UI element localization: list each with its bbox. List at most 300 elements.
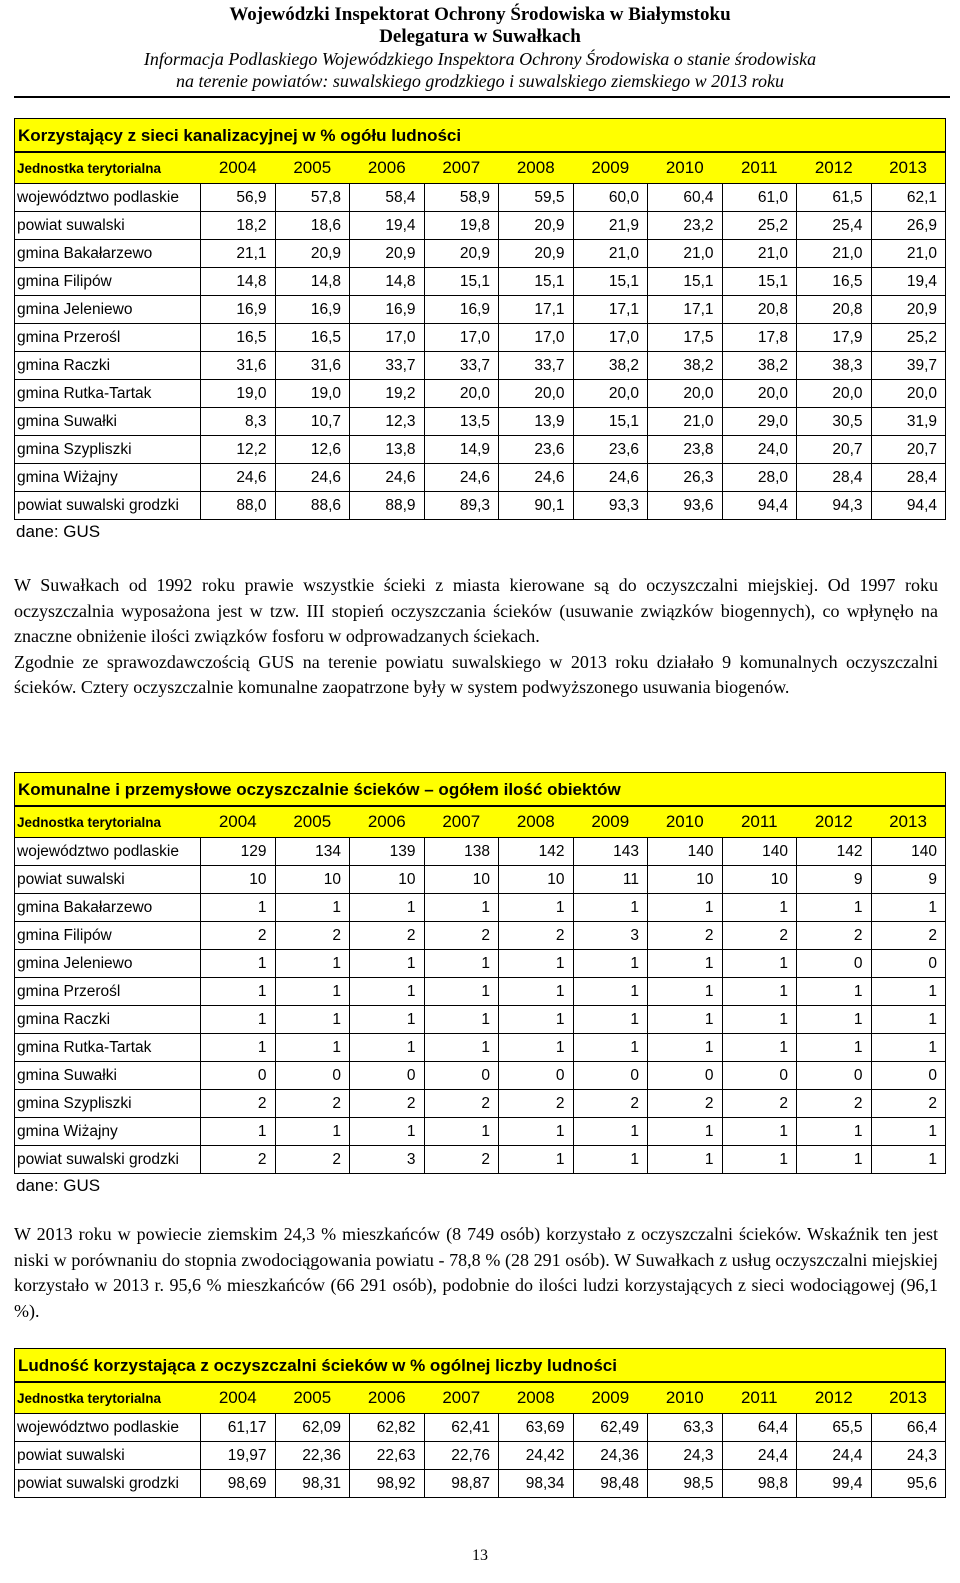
- table-cell: 139: [350, 838, 425, 866]
- table-cell: 65,5: [797, 1414, 872, 1442]
- table-cell: 23,2: [648, 212, 723, 240]
- table-cell: 20,0: [871, 380, 946, 408]
- table-cell: 1: [648, 1006, 723, 1034]
- table-cell: 90,1: [499, 492, 574, 520]
- table-cell: 21,0: [871, 240, 946, 268]
- table-cell: 143: [573, 838, 648, 866]
- table-cell: 10: [722, 866, 797, 894]
- table-cell: 24,4: [797, 1442, 872, 1470]
- table-cell: 29,0: [722, 408, 797, 436]
- table-cell: 33,7: [424, 352, 499, 380]
- table-cell: 62,82: [350, 1414, 425, 1442]
- table-cell: 21,1: [201, 240, 276, 268]
- table-cell: 1: [648, 950, 723, 978]
- table-cell: 98,48: [573, 1470, 648, 1498]
- table-row: [15, 978, 946, 1006]
- table-cell: 0: [201, 1062, 276, 1090]
- table-cell: 20,8: [722, 296, 797, 324]
- table-cell: 2: [722, 922, 797, 950]
- table-cell: 1: [201, 1034, 276, 1062]
- table-cell: 1: [797, 1146, 872, 1174]
- table-cell: 20,0: [648, 380, 723, 408]
- table-cell: 1: [499, 978, 574, 1006]
- table-cell: 0: [797, 1062, 872, 1090]
- table-row: [15, 1090, 946, 1118]
- table-cell: 98,8: [722, 1470, 797, 1498]
- table-cell: 15,1: [573, 408, 648, 436]
- table-cell: 88,6: [275, 492, 350, 520]
- table-cell: 1: [648, 894, 723, 922]
- row-label: gmina Szypliszki: [15, 1090, 201, 1118]
- table-cell: 10,7: [275, 408, 350, 436]
- table-row: [15, 268, 946, 296]
- table-cell: 16,9: [201, 296, 276, 324]
- table-cell: 61,5: [797, 184, 872, 212]
- table-cell: 21,0: [648, 240, 723, 268]
- table-cell: 1: [275, 1006, 350, 1034]
- table-cell: 24,6: [201, 464, 276, 492]
- table-cell: 2: [499, 922, 574, 950]
- table-cell: 1: [722, 950, 797, 978]
- table-cell: 1: [722, 978, 797, 1006]
- table-cell: 20,9: [350, 240, 425, 268]
- column-header-year: 2004: [201, 807, 276, 838]
- table-cell: 13,8: [350, 436, 425, 464]
- table-cell: 61,17: [201, 1414, 276, 1442]
- table-cell: 140: [722, 838, 797, 866]
- table-cell: 14,8: [350, 268, 425, 296]
- table-cell: 17,1: [648, 296, 723, 324]
- table-cell: 94,4: [871, 492, 946, 520]
- sewer-usage-title: Korzystający z sieci kanalizacyjnej w % ogółu ludności: [14, 118, 946, 152]
- table-cell: 2: [275, 1090, 350, 1118]
- table-cell: 28,0: [722, 464, 797, 492]
- table-row: [15, 1442, 946, 1470]
- table-cell: 24,6: [573, 464, 648, 492]
- table-cell: 63,69: [499, 1414, 574, 1442]
- row-label: gmina Wiżajny: [15, 1118, 201, 1146]
- table-cell: 26,9: [871, 212, 946, 240]
- row-label: gmina Jeleniewo: [15, 950, 201, 978]
- row-label: województwo podlaskie: [15, 1414, 201, 1442]
- column-header-year: 2006: [350, 153, 425, 184]
- table-cell: 24,4: [722, 1442, 797, 1470]
- table-cell: 1: [275, 950, 350, 978]
- table-cell: 0: [275, 1062, 350, 1090]
- table-cell: 21,0: [797, 240, 872, 268]
- row-label: województwo podlaskie: [15, 838, 201, 866]
- table-cell: 17,0: [573, 324, 648, 352]
- table-row: [15, 1146, 946, 1174]
- table-header-row: [15, 807, 946, 838]
- table-cell: 1: [499, 1118, 574, 1146]
- treatment-plants-table: [14, 806, 946, 1174]
- population-paragraph: [14, 1222, 938, 1324]
- row-label: powiat suwalski grodzki: [15, 492, 201, 520]
- table-cell: 21,9: [573, 212, 648, 240]
- table-cell: 0: [648, 1062, 723, 1090]
- table-cell: 94,3: [797, 492, 872, 520]
- table-row: [15, 212, 946, 240]
- row-label: gmina Przerośl: [15, 978, 201, 1006]
- table-cell: 17,1: [499, 296, 574, 324]
- column-header-year: 2007: [424, 1383, 499, 1414]
- table-cell: 31,6: [275, 352, 350, 380]
- column-header-year: 2008: [499, 807, 574, 838]
- table-cell: 0: [350, 1062, 425, 1090]
- paragraph-text: W Suwałkach od 1992 roku prawie wszystkie ścieki z miasta kierowane są do oczyszczalni miejskiej. Od 1997 roku oczyszczalnia wyposażona jest w tzw. III stopień oczyszczania ścieków (usuwanie związków biogennych), co wpłynęło na znaczne obniżenie ilości związków fosforu w odprowadzanych ściekach.: [14, 575, 938, 646]
- table-cell: 15,1: [722, 268, 797, 296]
- table-cell: 1: [350, 894, 425, 922]
- row-label: gmina Przerośl: [15, 324, 201, 352]
- table-cell: 13,5: [424, 408, 499, 436]
- column-header-year: 2010: [648, 1383, 723, 1414]
- table-cell: 99,4: [797, 1470, 872, 1498]
- table-cell: 28,4: [797, 464, 872, 492]
- table-row: [15, 184, 946, 212]
- table-cell: 2: [797, 1090, 872, 1118]
- table-cell: 1: [275, 1034, 350, 1062]
- table-cell: 11: [573, 866, 648, 894]
- table-cell: 17,9: [797, 324, 872, 352]
- table-cell: 12,3: [350, 408, 425, 436]
- table-cell: 2: [275, 1146, 350, 1174]
- table-cell: 38,2: [722, 352, 797, 380]
- row-label: gmina Raczki: [15, 352, 201, 380]
- table-cell: 2: [648, 922, 723, 950]
- table-cell: 0: [573, 1062, 648, 1090]
- paragraph-text: W 2013 roku w powiecie ziemskim 24,3 % mieszkańców (8 749 osób) korzystało z oczyszczalni ścieków. Wskaźnik ten jest niski w porównaniu do stopnia zwodociągowania powiatu - 78,8 % (28 291 osób). W Suwałkach z usług oczyszczalni miejskiej korzystało w 2013 r. 95,6 % mieszkańców (66 291 osób), podobnie do ilości ludzi korzystających z sieci wodociągowej (96,1 %).: [14, 1224, 938, 1321]
- table-cell: 1: [871, 978, 946, 1006]
- table-row: [15, 1470, 946, 1498]
- table-cell: 2: [201, 922, 276, 950]
- table-cell: 134: [275, 838, 350, 866]
- table-cell: 20,7: [871, 436, 946, 464]
- table-cell: 98,92: [350, 1470, 425, 1498]
- column-header-year: 2006: [350, 807, 425, 838]
- column-header-year: 2011: [722, 807, 797, 838]
- table-cell: 1: [573, 894, 648, 922]
- table-cell: 16,9: [275, 296, 350, 324]
- table-cell: 2: [573, 1090, 648, 1118]
- table-cell: 142: [797, 838, 872, 866]
- table-cell: 20,9: [871, 296, 946, 324]
- row-label: gmina Filipów: [15, 268, 201, 296]
- table-cell: 33,7: [350, 352, 425, 380]
- table-cell: 0: [871, 1062, 946, 1090]
- table-cell: 25,2: [722, 212, 797, 240]
- column-header-year: 2009: [573, 153, 648, 184]
- table-cell: 1: [573, 1006, 648, 1034]
- sewer-usage-table: [14, 152, 946, 520]
- table-cell: 15,1: [573, 268, 648, 296]
- table-cell: 19,97: [201, 1442, 276, 1470]
- table-cell: 1: [424, 1034, 499, 1062]
- table-cell: 15,1: [499, 268, 574, 296]
- table-cell: 2: [424, 922, 499, 950]
- row-label: gmina Rutka-Tartak: [15, 380, 201, 408]
- table-cell: 129: [201, 838, 276, 866]
- table-header-row: [15, 153, 946, 184]
- row-label: powiat suwalski grodzki: [15, 1470, 201, 1498]
- treatment-population-title: Ludność korzystająca z oczyszczalni ścieków w % ogólnej liczby ludności: [14, 1348, 946, 1382]
- column-header-territory: Jednostka terytorialna: [15, 1383, 201, 1414]
- table-cell: 39,7: [871, 352, 946, 380]
- table-cell: 1: [350, 1118, 425, 1146]
- header-rule: [14, 96, 950, 98]
- column-header-year: 2005: [275, 153, 350, 184]
- table-cell: 98,69: [201, 1470, 276, 1498]
- row-label: powiat suwalski: [15, 212, 201, 240]
- table-cell: 22,63: [350, 1442, 425, 1470]
- table-cell: 20,8: [797, 296, 872, 324]
- table-cell: 10: [275, 866, 350, 894]
- table-cell: 38,3: [797, 352, 872, 380]
- table-cell: 142: [499, 838, 574, 866]
- table-cell: 1: [499, 1006, 574, 1034]
- table-cell: 1: [797, 1118, 872, 1146]
- table-row: [15, 296, 946, 324]
- table-cell: 59,5: [499, 184, 574, 212]
- table-row: [15, 1118, 946, 1146]
- row-label: województwo podlaskie: [15, 184, 201, 212]
- table-cell: 17,0: [350, 324, 425, 352]
- table-cell: 9: [871, 866, 946, 894]
- table-cell: 93,6: [648, 492, 723, 520]
- table-cell: 10: [201, 866, 276, 894]
- table-cell: 0: [722, 1062, 797, 1090]
- table-cell: 61,0: [722, 184, 797, 212]
- table-cell: 1: [275, 978, 350, 1006]
- table-cell: 20,9: [424, 240, 499, 268]
- table-cell: 1: [424, 950, 499, 978]
- table-cell: 14,8: [201, 268, 276, 296]
- table-row: [15, 436, 946, 464]
- table-cell: 9: [797, 866, 872, 894]
- table-cell: 20,0: [722, 380, 797, 408]
- table-cell: 58,4: [350, 184, 425, 212]
- table-cell: 19,8: [424, 212, 499, 240]
- table-cell: 62,09: [275, 1414, 350, 1442]
- column-header-year: 2005: [275, 807, 350, 838]
- table-row: [15, 1034, 946, 1062]
- table-cell: 1: [573, 1118, 648, 1146]
- header-delegation: Delegatura w Suwałkach: [379, 26, 581, 47]
- table-cell: 24,36: [573, 1442, 648, 1470]
- column-header-year: 2009: [573, 1383, 648, 1414]
- table-cell: 22,76: [424, 1442, 499, 1470]
- table-row: [15, 464, 946, 492]
- table-cell: 25,2: [871, 324, 946, 352]
- table-cell: 2: [797, 922, 872, 950]
- column-header-year: 2006: [350, 1383, 425, 1414]
- row-label: gmina Suwałki: [15, 1062, 201, 1090]
- table-cell: 3: [350, 1146, 425, 1174]
- column-header-year: 2012: [797, 807, 872, 838]
- table-row: [15, 1006, 946, 1034]
- column-header-year: 2004: [201, 1383, 276, 1414]
- table-cell: 1: [722, 1118, 797, 1146]
- table-cell: 23,6: [499, 436, 574, 464]
- table-cell: 20,0: [499, 380, 574, 408]
- table-row: [15, 838, 946, 866]
- table-cell: 98,5: [648, 1470, 723, 1498]
- table-cell: 94,4: [722, 492, 797, 520]
- table-cell: 16,9: [350, 296, 425, 324]
- table-cell: 22,36: [275, 1442, 350, 1470]
- table-cell: 38,2: [573, 352, 648, 380]
- sewer-usage-source: dane: GUS: [16, 522, 101, 541]
- table-cell: 1: [573, 978, 648, 1006]
- table-cell: 62,1: [871, 184, 946, 212]
- table-row: [15, 866, 946, 894]
- table-cell: 10: [424, 866, 499, 894]
- table-cell: 1: [424, 894, 499, 922]
- table-cell: 2: [499, 1090, 574, 1118]
- table-cell: 60,4: [648, 184, 723, 212]
- column-header-year: 2007: [424, 807, 499, 838]
- wastewater-paragraph: [14, 573, 938, 701]
- column-header-year: 2012: [797, 1383, 872, 1414]
- row-label: powiat suwalski: [15, 1442, 201, 1470]
- paragraph-text: Zgodnie ze sprawozdawczością GUS na terenie powiatu suwalskiego w 2013 roku działało 9 komunalnych oczyszczalni ścieków. Cztery oczyszczalnie komunalne zaopatrzone były w system podwyższonego usuwania biogenów.: [14, 651, 938, 697]
- column-header-year: 2010: [648, 807, 723, 838]
- table-cell: 1: [275, 1118, 350, 1146]
- table-cell: 98,31: [275, 1470, 350, 1498]
- table-cell: 20,9: [499, 212, 574, 240]
- table-cell: 16,9: [424, 296, 499, 324]
- table-cell: 1: [573, 1034, 648, 1062]
- table-cell: 63,3: [648, 1414, 723, 1442]
- row-label: gmina Rutka-Tartak: [15, 1034, 201, 1062]
- table-cell: 2: [871, 922, 946, 950]
- table-cell: 1: [648, 1146, 723, 1174]
- table-cell: 1: [275, 894, 350, 922]
- table-cell: 1: [201, 894, 276, 922]
- table-cell: 1: [350, 978, 425, 1006]
- row-label: powiat suwalski: [15, 866, 201, 894]
- table-row: [15, 894, 946, 922]
- row-label: gmina Jeleniewo: [15, 296, 201, 324]
- column-header-year: 2008: [499, 153, 574, 184]
- table-cell: 19,0: [275, 380, 350, 408]
- table-cell: 20,7: [797, 436, 872, 464]
- table-cell: 88,9: [350, 492, 425, 520]
- table-cell: 95,6: [871, 1470, 946, 1498]
- table-cell: 17,0: [499, 324, 574, 352]
- table-cell: 2: [201, 1146, 276, 1174]
- table-cell: 1: [648, 978, 723, 1006]
- column-header-year: 2013: [871, 1383, 946, 1414]
- table-cell: 1: [201, 1118, 276, 1146]
- header-report-title: Informacja Podlaskiego Wojewódzkiego Inspektora Ochrony Środowiska o stanie środowiska: [143, 49, 817, 69]
- column-header-year: 2010: [648, 153, 723, 184]
- table-cell: 1: [424, 978, 499, 1006]
- treatment-population-section: [14, 1348, 946, 1498]
- table-cell: 1: [499, 894, 574, 922]
- table-cell: 1: [722, 894, 797, 922]
- table-cell: 24,42: [499, 1442, 574, 1470]
- table-cell: 1: [722, 1006, 797, 1034]
- table-cell: 30,5: [797, 408, 872, 436]
- header-report-subtitle: na terenie powiatów: suwalskiego grodzkiego i suwalskiego ziemskiego w 2013 roku: [176, 71, 784, 91]
- column-header-year: 2011: [722, 1383, 797, 1414]
- table-cell: 31,9: [871, 408, 946, 436]
- table-cell: 21,0: [648, 408, 723, 436]
- table-cell: 21,0: [722, 240, 797, 268]
- table-cell: 60,0: [573, 184, 648, 212]
- table-cell: 1: [573, 1146, 648, 1174]
- table-cell: 24,6: [275, 464, 350, 492]
- page-number: 13: [472, 1547, 488, 1564]
- table-cell: 18,2: [201, 212, 276, 240]
- table-cell: 66,4: [871, 1414, 946, 1442]
- table-cell: 1: [871, 1118, 946, 1146]
- table-row: [15, 324, 946, 352]
- table-row: [15, 240, 946, 268]
- table-cell: 1: [201, 1006, 276, 1034]
- table-cell: 1: [648, 1034, 723, 1062]
- table-cell: 10: [350, 866, 425, 894]
- table-cell: 38,2: [648, 352, 723, 380]
- row-label: gmina Filipów: [15, 922, 201, 950]
- column-header-territory: Jednostka terytorialna: [15, 807, 201, 838]
- table-cell: 2: [424, 1090, 499, 1118]
- table-cell: 98,87: [424, 1470, 499, 1498]
- table-cell: 1: [350, 950, 425, 978]
- column-header-year: 2005: [275, 1383, 350, 1414]
- table-cell: 18,6: [275, 212, 350, 240]
- table-cell: 12,2: [201, 436, 276, 464]
- row-label: powiat suwalski grodzki: [15, 1146, 201, 1174]
- table-cell: 1: [424, 1006, 499, 1034]
- table-cell: 28,4: [871, 464, 946, 492]
- row-label: gmina Szypliszki: [15, 436, 201, 464]
- table-cell: 23,6: [573, 436, 648, 464]
- column-header-year: 2009: [573, 807, 648, 838]
- table-cell: 1: [797, 978, 872, 1006]
- table-cell: 93,3: [573, 492, 648, 520]
- table-cell: 16,5: [797, 268, 872, 296]
- table-cell: 1: [499, 950, 574, 978]
- table-cell: 17,0: [424, 324, 499, 352]
- table-cell: 19,4: [871, 268, 946, 296]
- table-cell: 14,9: [424, 436, 499, 464]
- treatment-plants-title: Komunalne i przemysłowe oczyszczalnie ścieków – ogółem ilość obiektów: [14, 772, 946, 806]
- table-cell: 19,2: [350, 380, 425, 408]
- table-cell: 1: [499, 1146, 574, 1174]
- table-cell: 20,9: [499, 240, 574, 268]
- table-cell: 140: [871, 838, 946, 866]
- table-cell: 19,4: [350, 212, 425, 240]
- table-cell: 1: [797, 894, 872, 922]
- table-cell: 1: [350, 1006, 425, 1034]
- table-cell: 2: [275, 922, 350, 950]
- table-cell: 24,3: [648, 1442, 723, 1470]
- table-cell: 1: [499, 1034, 574, 1062]
- table-cell: 24,3: [871, 1442, 946, 1470]
- table-cell: 1: [573, 950, 648, 978]
- table-cell: 0: [797, 950, 872, 978]
- table-cell: 1: [648, 1118, 723, 1146]
- table-cell: 15,1: [648, 268, 723, 296]
- table-row: [15, 950, 946, 978]
- table-cell: 21,0: [573, 240, 648, 268]
- table-cell: 24,6: [424, 464, 499, 492]
- table-row: [15, 1062, 946, 1090]
- sewer-usage-section: [14, 118, 946, 544]
- table-cell: 2: [350, 1090, 425, 1118]
